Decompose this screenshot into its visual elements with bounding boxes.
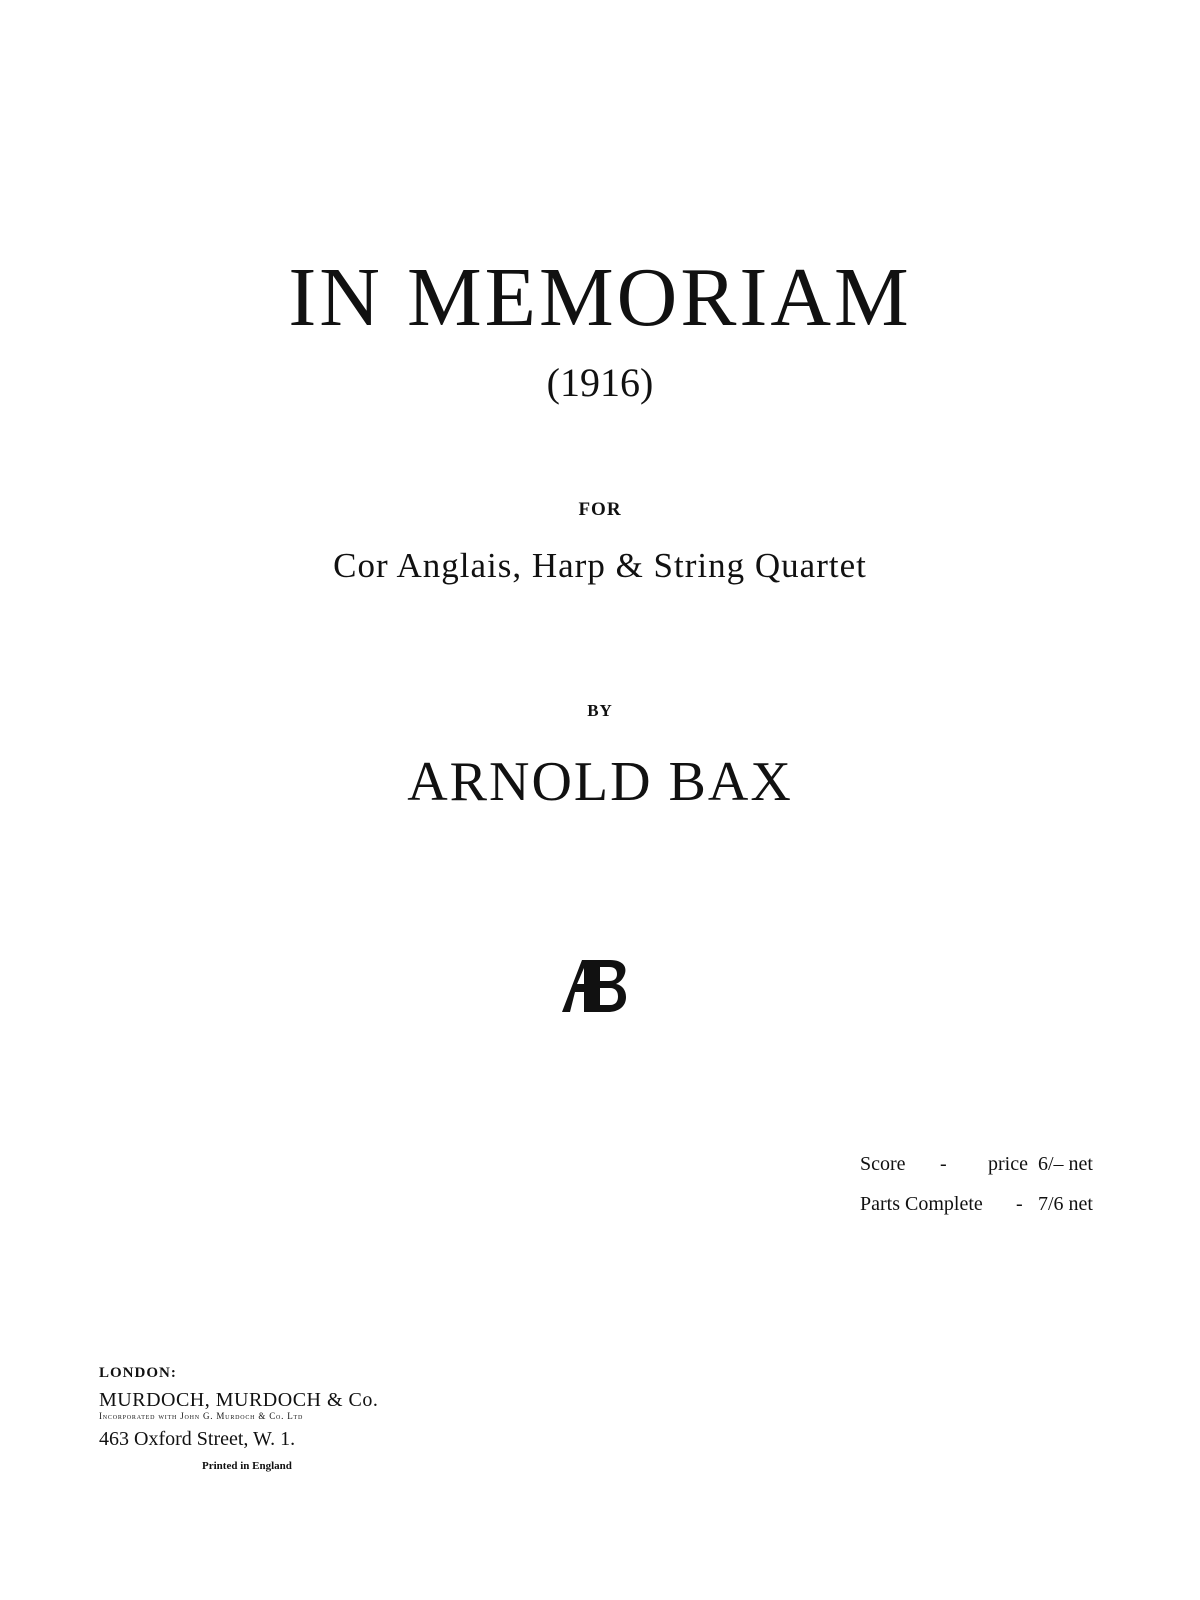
imprint-address: 463 Oxford Street, W. 1. <box>99 1428 296 1450</box>
price-list <box>860 1144 1093 1224</box>
composer-name: ARNOLD BAX <box>407 751 793 813</box>
price-item: Parts Complete <box>860 1193 983 1215</box>
price-item: Score <box>860 1153 906 1175</box>
price-label: price <box>988 1153 1028 1175</box>
price-separator: - <box>940 1153 947 1175</box>
price-value: 7/6 net <box>1038 1193 1093 1215</box>
page-title: IN MEMORIAM <box>288 251 912 344</box>
imprint-incorporated: Incorporated with John G. Murdoch & Co. Ltd <box>99 1411 304 1421</box>
composition-year: (1916) <box>546 360 654 405</box>
ab-monogram-icon <box>560 958 632 1014</box>
price-separator: - <box>1016 1193 1023 1215</box>
imprint-publisher: MURDOCH, MURDOCH & Co. <box>99 1389 379 1411</box>
price-row-parts <box>860 1184 1093 1224</box>
by-label: BY <box>587 701 613 720</box>
for-label: FOR <box>578 499 622 520</box>
publisher-imprint <box>99 1366 378 1472</box>
imprint-city: LONDON: <box>99 1365 177 1381</box>
imprint-printed: Printed in England <box>202 1460 292 1472</box>
instrumentation: Cor Anglais, Harp & String Quartet <box>333 546 867 585</box>
price-row-score <box>860 1144 1093 1184</box>
ab-monogram-logo <box>560 958 632 1014</box>
price-value: 6/– net <box>1038 1153 1093 1175</box>
